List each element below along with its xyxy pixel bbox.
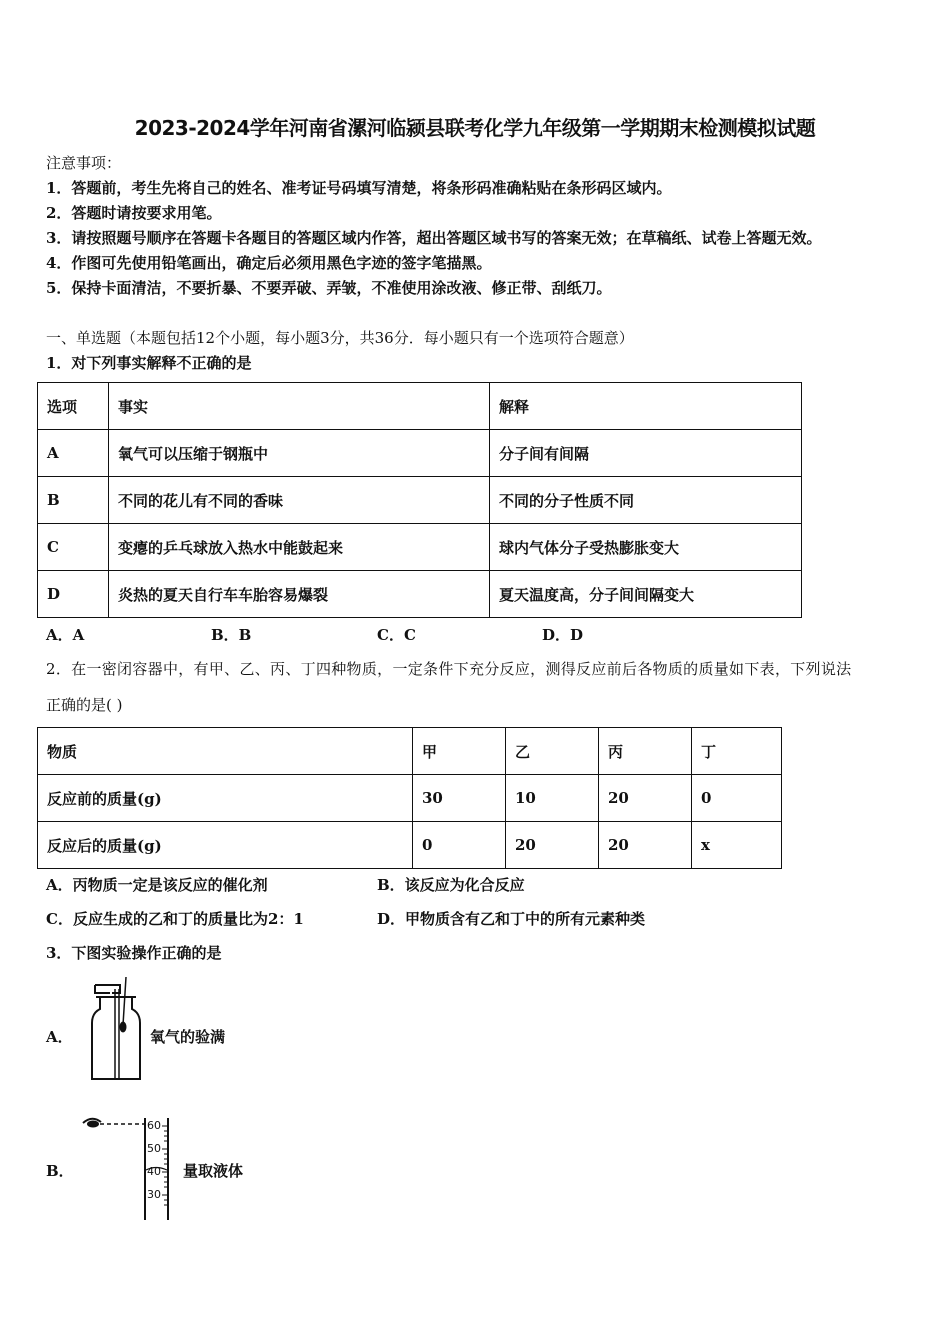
table-cell: 20 — [599, 775, 692, 822]
exam-title: 2023-2024学年河南省漯河临颍县联考化学九年级第一学期期末检测模拟试题 — [134, 116, 816, 140]
table-header-cell: 乙 — [506, 728, 599, 775]
q1-option-b[interactable]: B．B — [211, 626, 252, 644]
cylinder-tick-label: 40 — [147, 1165, 161, 1178]
table-header-cell: 甲 — [413, 728, 506, 775]
q2-stem-line1: 2．在一密闭容器中，有甲、乙、丙、丁四种物质，一定条件下充分反应，测得反应前后各物质的质量如下表，下列说法 — [46, 660, 852, 678]
table-row — [38, 571, 802, 618]
table-header-cell: 解释 — [490, 383, 802, 430]
table-cell: 炎热的夏天自行车车胎容易爆裂 — [109, 571, 490, 618]
table-header-cell: 丁 — [692, 728, 782, 775]
q1-option-d[interactable]: D．D — [542, 626, 584, 644]
note-item: 1．答题前，考生先将自己的姓名、准考证号码填写清楚，将条形码准确粘贴在条形码区域内。 — [46, 179, 672, 197]
q2-stem-line2: 正确的是( ) — [46, 696, 123, 714]
measuring-cylinder — [142, 1118, 172, 1220]
q2-option-b[interactable]: B．该反应为化合反应 — [377, 876, 525, 894]
table-cell: 0 — [692, 775, 782, 822]
q2-table — [37, 727, 782, 869]
table-header-row — [38, 383, 802, 430]
eye-icon — [82, 1115, 102, 1129]
q3-option-b-label[interactable]: B． — [46, 1162, 74, 1180]
q3-option-b-caption: 量取液体 — [183, 1162, 244, 1180]
cylinder-tick-label: 60 — [147, 1119, 161, 1132]
table-cell: 20 — [599, 822, 692, 869]
table-row — [38, 524, 802, 571]
table-cell: 0 — [413, 822, 506, 869]
table-cell: 30 — [413, 775, 506, 822]
note-item: 3．请按照题号顺序在答题卡各题目的答题区域内作答，超出答题区域书写的答案无效；在草稿纸、试卷上答题无效。 — [46, 229, 822, 247]
table-cell: 不同的花儿有不同的香味 — [109, 477, 490, 524]
cylinder-tick-label: 50 — [147, 1142, 161, 1155]
table-row — [38, 775, 782, 822]
table-cell: A — [38, 430, 109, 477]
table-cell: B — [38, 477, 109, 524]
table-cell: 反应后的质量(g) — [38, 822, 413, 869]
q2-option-c[interactable]: C．反应生成的乙和丁的质量比为2：1 — [46, 910, 304, 928]
q1-option-c[interactable]: C．C — [377, 626, 416, 644]
table-header-cell: 物质 — [38, 728, 413, 775]
table-cell: 氧气可以压缩于钢瓶中 — [109, 430, 490, 477]
table-cell: 反应前的质量(g) — [38, 775, 413, 822]
table-cell: 10 — [506, 775, 599, 822]
gas-bottle-icon — [82, 975, 150, 1085]
table-cell: 球内气体分子受热膨胀变大 — [490, 524, 802, 571]
note-item: 4．作图可先使用铅笔画出，确定后必须用黑色字迹的签字笔描黑。 — [46, 254, 492, 272]
q3-option-a-label[interactable]: A． — [46, 1028, 73, 1046]
q1-option-a[interactable]: A．A — [46, 626, 85, 644]
table-cell: 分子间有间隔 — [490, 430, 802, 477]
sight-line — [100, 1115, 146, 1129]
table-cell: 20 — [506, 822, 599, 869]
table-row — [38, 822, 782, 869]
table-cell: x — [692, 822, 782, 869]
notes-heading: 注意事项： — [46, 154, 122, 172]
q2-option-d[interactable]: D．甲物质含有乙和丁中的所有元素种类 — [377, 910, 646, 928]
note-item: 5．保持卡面清洁，不要折暴、不要弄破、弄皱，不准使用涂改液、修正带、刮纸刀。 — [46, 279, 612, 297]
table-cell: 变瘪的乒乓球放入热水中能鼓起来 — [109, 524, 490, 571]
table-row — [38, 430, 802, 477]
table-cell: C — [38, 524, 109, 571]
section-heading: 一、单选题（本题包括12个小题，每小题3分，共36分．每小题只有一个选项符合题意） — [46, 329, 634, 347]
table-header-cell: 选项 — [38, 383, 109, 430]
table-cell: 不同的分子性质不同 — [490, 477, 802, 524]
note-item: 2．答题时请按要求用笔。 — [46, 204, 222, 222]
table-header-cell: 事实 — [109, 383, 490, 430]
q3-option-a-caption: 氧气的验满 — [150, 1028, 226, 1046]
table-header-row — [38, 728, 782, 775]
table-cell: D — [38, 571, 109, 618]
table-header-cell: 丙 — [599, 728, 692, 775]
q3-stem: 3．下图实验操作正确的是 — [46, 944, 222, 962]
table-cell: 夏天温度高，分子间间隔变大 — [490, 571, 802, 618]
q1-stem: 1．对下列事实解释不正确的是 — [46, 354, 252, 372]
cylinder-tick-label: 30 — [147, 1188, 161, 1201]
q1-table — [37, 382, 802, 618]
q2-option-a[interactable]: A．丙物质一定是该反应的催化剂 — [46, 876, 268, 894]
table-row — [38, 477, 802, 524]
